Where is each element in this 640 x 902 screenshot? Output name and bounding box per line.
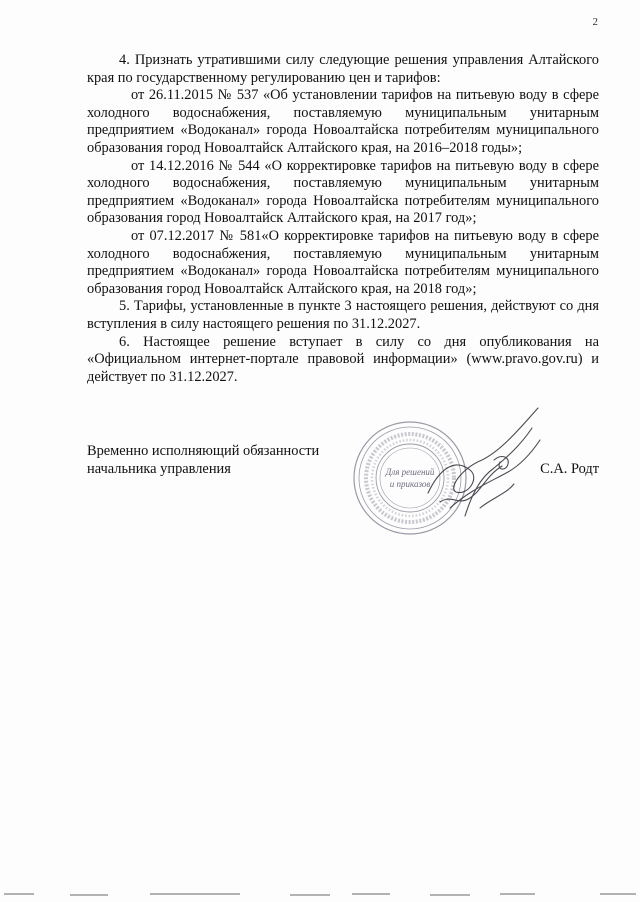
- repealed-decision-544: от 14.12.2016 № 544 «О корректировке тарифов на питьевую воду в сфере холодного водоснабжения, поставляемую муниципальным унитарным предприятием «Водоканал» города Новоалтайска потребителям муниципального образования город Новоалтайск Алтайского края, на 2017 год»;: [87, 157, 599, 227]
- scan-edge-marks: [0, 882, 640, 902]
- repealed-decision-581: от 07.12.2017 № 581«О корректировке тарифов на питьевую воду в сфере холодного водоснабжения, поставляемую муниципальным унитарным предприятием «Водоканал» города Новоалтайска потребителям муниципального образования город Новоалтайск Алтайского края, на 2018 год»;: [87, 227, 599, 297]
- stamp-text-line-2: и приказов: [389, 479, 431, 489]
- clause-5: 5. Тарифы, установленные в пункте 3 настоящего решения, действуют со дня вступления в силу настоящего решения по 31.12.2027.: [87, 298, 599, 332]
- decision-body: [87, 52, 599, 386]
- signatory-name: С.А. Родт: [540, 461, 599, 477]
- repealed-decision-537: от 26.11.2015 № 537 «Об установлении тарифов на питьевую воду в сфере холодного водоснабжения, поставляемую муниципальным унитарным предприятием «Водоканал» города Новоалтайска потребителям муниципального образования город Новоалтайск Алтайского края, на 2016–2018 годы»;: [87, 87, 599, 156]
- signatory-position-line-1: Временно исполняющий обязанности: [87, 443, 320, 459]
- stamp-text-line-1: Для решений: [385, 467, 435, 477]
- clause-6: 6. Настоящее решение вступает в силу со дня опубликования на «Официальном интернет-портале правовой информации» (www.pravo.gov.ru) и действует по 31.12.2027.: [87, 333, 599, 385]
- clause-4: 4. Признать утратившими силу следующие решения управления Алтайского края по государственному регулированию цен и тарифов:: [87, 52, 599, 86]
- signatory-position-line-2: начальника управления: [87, 461, 231, 477]
- page-number: 2: [592, 16, 598, 28]
- handwritten-signature: [410, 398, 560, 528]
- signatory-position: [87, 442, 357, 478]
